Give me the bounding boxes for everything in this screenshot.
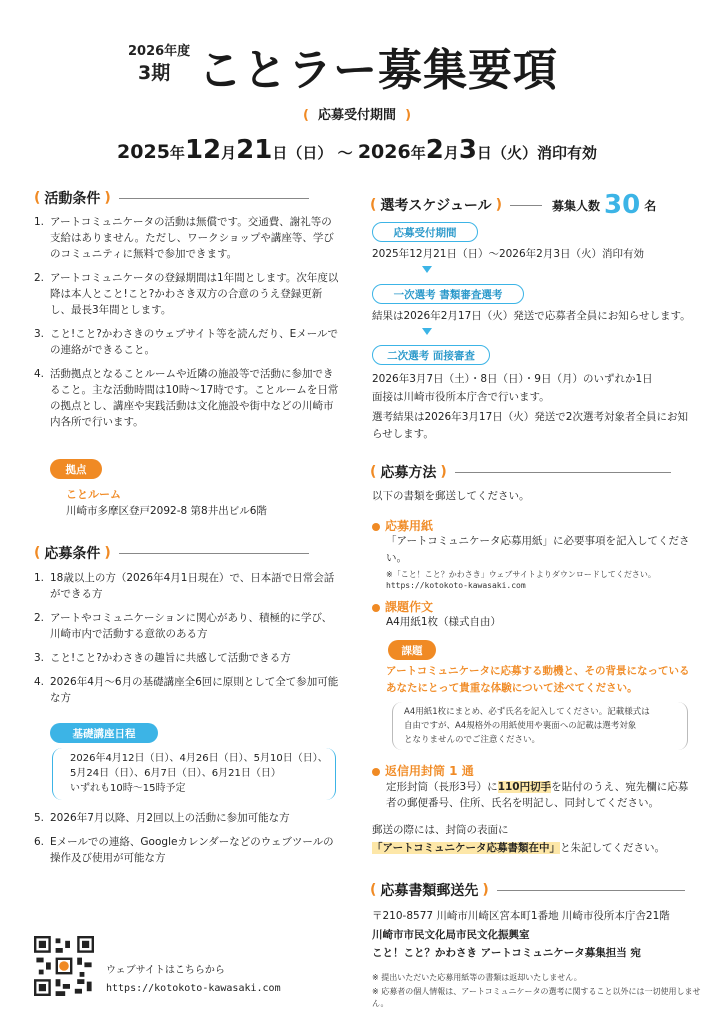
mail-note-line2: 「アートコミュニケータ応募書類在中」と朱記してください。 (372, 842, 666, 854)
essay-prompt-line2: あなたにとって貴重な体験について述べてください。 (386, 682, 638, 694)
page-title: ことラー募集要項 (198, 45, 558, 96)
essay-note-line1: A4用紙1枚にまとめ、必ず氏名を記入してください。記載様式は (404, 707, 650, 717)
website-url[interactable]: https://kotokoto-kawasaki.com (106, 983, 281, 994)
base-address: 川崎市多摩区登戸2092-8 第8井出ビル6階 (66, 505, 267, 517)
essay-note-line2: 自由ですが、A4規格外の用紙使用や裏面への記載は選考対象 (404, 721, 637, 731)
list-item: 3. こと!こと?かわさきの趣旨に共感して活動できる方 (34, 652, 291, 664)
list-item: 6. Eメールでの連絡、Googleカレンダーなどのウェブツールの操作及び使用が可能な方 (34, 836, 334, 864)
list-item: 2. アートやコミュニケーションに関心があり、積極的に学び、川崎市内で活動する意欲のある方 (34, 612, 333, 640)
list-item: 4. 2026年4月～6月の基礎講座全6回に原則として全て参加可能な方 (34, 676, 339, 704)
course-time: いずれも10時～15時予定 (70, 783, 186, 794)
course-dates-line2: 5月24日（日）、6月7日（日）、6月21日（日） (70, 768, 281, 779)
step2-badge: 一次選考 書類審査選考 (372, 284, 524, 304)
step1-badge: 応募受付期間 (372, 222, 478, 242)
address-line3: こと！こと？かわさき アートコミュニケータ募集担当 宛 (372, 947, 641, 959)
qr-code-icon[interactable] (34, 936, 94, 996)
envelope-title: 返信用封筒 1 通 (372, 762, 474, 779)
course-schedule-badge: 基礎講座日程 (50, 723, 158, 743)
base-name: ことルーム (66, 488, 121, 501)
capacity-number: 30 (604, 190, 641, 220)
mail-note-line1: 郵送の際には、封筒の表面に (372, 824, 509, 836)
step1-text: 2025年12月21日（日）～2026年2月3日（火）消印有効 (372, 248, 645, 260)
period-label: 応募受付期間 (317, 108, 396, 123)
period-label-row: ( 応募受付期間 ) (302, 108, 412, 123)
header-year: 2026年度 (128, 44, 191, 59)
essay-badge: 課題 (388, 640, 436, 660)
list-item: 1. 18歳以上の方（2026年4月1日現在）で、日本語で日常会話ができる方 (34, 572, 335, 600)
eligibility-list-2 (34, 810, 340, 874)
step3-text3: 選考結果は2026年3月17日（火）発送で2次選考対象者全員にお知らせします。 (372, 411, 688, 440)
address-line2: 川崎市市民文化局市民文化振興室 (372, 929, 530, 941)
step2-text: 結果は2026年2月17日（火）発送で応募者全員にお知らせします。 (372, 310, 691, 322)
form-url[interactable]: https://kotokoto-kawasaki.com (386, 581, 526, 590)
envelope-text-line1: 定形封筒（長形3号）に110円切手を貼付のうえ、宛先欄に応募 (386, 781, 689, 793)
capacity-unit: 名 (644, 198, 657, 213)
eligibility-heading: ( 応募条件 ) (34, 543, 334, 563)
website-label: ウェブサイトはこちらから (106, 965, 225, 976)
method-intro: 以下の書類を郵送してください。 (372, 490, 530, 502)
address-note2: ※ 応募者の個人情報は、アートコミュニケータの選考に関すること以外には一切使用しません。 (372, 987, 701, 1008)
form-note: ※「こと！こと？かわさき」ウェブサイトよりダウンロードしてください。 (386, 570, 656, 579)
essay-note-line3: となりませんのでご注意ください。 (404, 735, 541, 745)
essay-prompt-line1: アートコミュニケータに応募する動機と、その背景になっている (386, 665, 690, 677)
eligibility-list (34, 570, 340, 714)
essay-text: A4用紙1枚（様式自由） (386, 616, 502, 628)
address-note1: ※ 提出いただいた応募用紙等の書類は返却いたしません。 (372, 973, 582, 982)
form-text: 「アートコミュニケータ応募用紙」に必要事項を記入してください。 (386, 535, 690, 564)
bullet-dot-icon (372, 768, 380, 776)
form-title: 応募用紙 (372, 517, 433, 534)
envelope-text-line2: 者の郵便番号、住所、氏名を明記し、同封してください。 (386, 797, 659, 809)
base-badge: 拠点 (50, 459, 102, 479)
address-heading: ( 応募書類郵送先 ) (370, 880, 690, 900)
list-item: 1. アートコミュニケータの活動は無償です。交通費、謝礼等の支給はありません。ただし、ワークショップや講座等、学びのコミュニティに無料で参加できます。 (34, 216, 334, 260)
essay-title: 課題作文 (372, 598, 433, 615)
address-line1: 〒210-8577 川崎市川崎区宮本町1番地 川崎市役所本庁舎21階 (372, 910, 670, 922)
course-dates-line1: 2026年4月12日（日）、4月26日（日）、5月10日（日）、 (70, 753, 328, 764)
arrow-down-icon (422, 266, 432, 273)
list-item: 5. 2026年7月以降、月2回以上の活動に参加可能な方 (34, 812, 290, 824)
list-item: 4. 活動拠点となることルームや近隣の施設等で活動に参加できること。主な活動時間は10時～17時です。ことルームを日常の拠点とし、講座や実践活動は文化施設や街中などの川崎市内各所で行います。 (34, 368, 339, 428)
list-item: 2. アートコミュニケータの登録期間は1年間とします。次年度以降は本人とこと!こと?かわさき双方の合意のうえ登録更新し、最長3年間とします。 (34, 272, 339, 316)
step3-text2: 面接は川崎市役所本庁舎で行います。 (372, 391, 550, 403)
capacity-label: 募集人数 (551, 198, 600, 213)
activity-heading: ( 活動条件 ) (34, 188, 334, 208)
method-heading: ( 応募方法 ) (370, 462, 690, 482)
application-period: 2025年12月21日（日） ～ 2026年2月3日（火）消印有効 (117, 135, 597, 165)
list-item: 3. こと!こと?かわさきのウェブサイト等を読んだり、Eメールでの連絡ができること。 (34, 328, 339, 356)
arrow-down-icon (422, 328, 432, 335)
bullet-dot-icon (372, 604, 380, 612)
header-term: 3期 (138, 62, 171, 84)
schedule-heading: ( 選考スケジュール ) 募集人数 30 名 (370, 190, 657, 220)
step3-text1: 2026年3月7日（土）・8日（日）・9日（月）のいずれか1日 (372, 373, 653, 385)
bullet-dot-icon (372, 523, 380, 531)
activity-list (34, 214, 340, 438)
step3-badge: 二次選考 面接審査 (372, 345, 490, 365)
